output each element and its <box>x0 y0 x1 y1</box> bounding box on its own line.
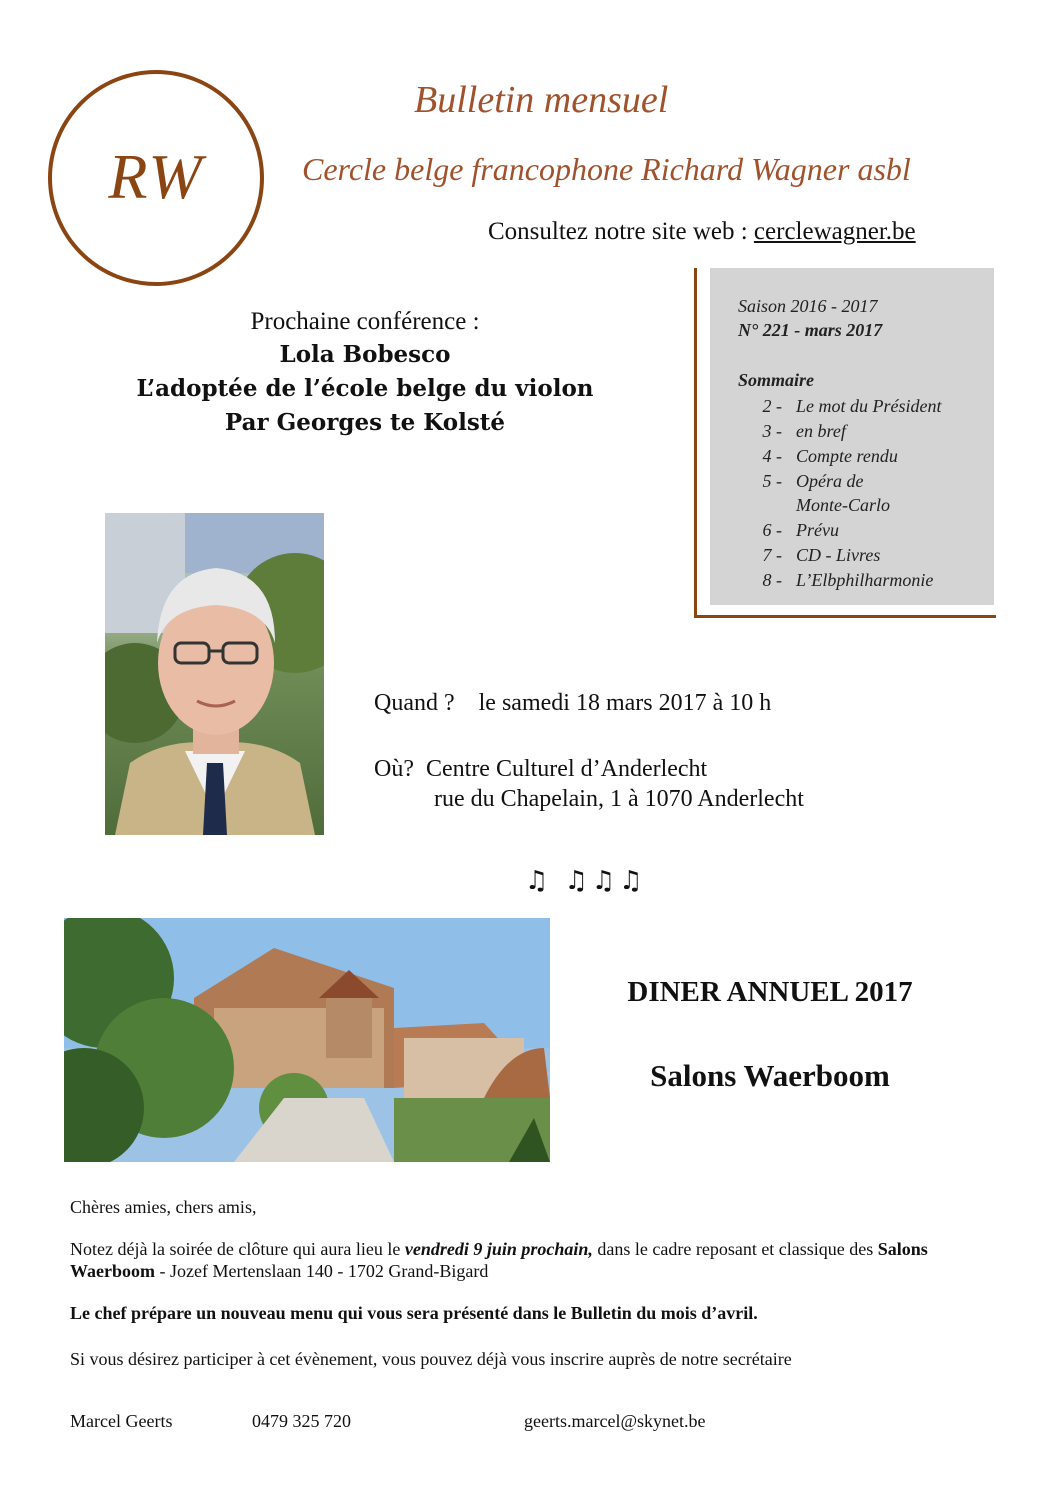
greeting: Chères amies, chers amis, <box>70 1197 257 1217</box>
dinner-announcement: Notez déjà la soirée de clôture qui aura lieu le vendredi 9 juin prochain, dans le cadre reposant et classique des Salons Waerboom - Jozef Mertenslaan 140 - 1702 Grand-Bigard <box>70 1239 928 1281</box>
when-line <box>374 690 771 717</box>
when-label: Quand ? <box>374 690 455 716</box>
music-notes-icon: ♫ ♫♫♫ <box>525 866 647 896</box>
where-label: Où? <box>374 756 414 782</box>
where-venue: Centre Culturel d’Anderlecht <box>425 756 708 782</box>
website-link[interactable]: cerclewagner.be <box>753 218 916 245</box>
sommaire-item[interactable]: 3 - en bref <box>762 421 846 441</box>
conference-name: Lola Bobesco <box>279 341 451 368</box>
bulletin-title: Bulletin mensuel <box>414 79 669 121</box>
rw-logo <box>48 70 264 286</box>
sommaire-item: Monte-Carlo <box>796 495 890 515</box>
dinner-venue-inline: Salons Waerboom <box>70 1239 928 1281</box>
contact-phone: 0479 325 720 <box>252 1411 351 1431</box>
venue-photo <box>64 918 550 1162</box>
conference-subtitle: L’adoptée de l’école belge du violon <box>136 375 594 402</box>
sommaire-item[interactable]: 5 - Opéra de <box>762 471 864 491</box>
saison-label: Saison 2016 - 2017 <box>738 296 878 316</box>
contact-email[interactable]: geerts.marcel@skynet.be <box>524 1411 706 1431</box>
when-value: le samedi 18 mars 2017 à 10 h <box>478 690 772 716</box>
where-address: rue du Chapelain, 1 à 1070 Anderlecht <box>434 786 804 812</box>
dinner-venue: Salons Waerboom <box>650 1058 890 1093</box>
conference-intro: Prochaine conférence : <box>250 308 480 335</box>
inscription-paragraph: Si vous désirez participer à cet évènement, vous pouvez déjà vous inscrire auprès de notre secrétaire <box>70 1349 792 1369</box>
sommaire-item[interactable]: 7 - CD - Livres <box>762 545 881 565</box>
sommaire-item[interactable]: 4 - Compte rendu <box>762 446 898 466</box>
sommaire-item[interactable]: 6 - Prévu <box>762 520 839 540</box>
where-line <box>374 756 707 783</box>
issue-number: N° 221 - mars 2017 <box>738 320 883 340</box>
circle-name: Cercle belge francophone Richard Wagner asbl <box>302 151 911 187</box>
sommaire-box <box>710 268 994 605</box>
website-prefix: Consultez notre site web : <box>488 218 754 245</box>
sommaire-item[interactable]: 8 - L’Elbphilharmonie <box>762 570 934 590</box>
chef-paragraph: Le chef prépare un nouveau menu qui vous sera présenté dans le Bulletin du mois d’avril. <box>70 1303 758 1323</box>
conference-speaker: Par Georges te Kolsté <box>224 409 506 436</box>
dinner-title: DINER ANNUEL 2017 <box>627 976 913 1008</box>
sommaire-title: Sommaire <box>738 370 815 390</box>
website-line <box>488 218 916 246</box>
logo-monogram: RW <box>108 141 204 212</box>
sommaire-item[interactable]: 2 - Le mot du Président <box>762 396 942 416</box>
conference-block <box>70 306 660 440</box>
speaker-photo <box>105 513 324 835</box>
contact-name: Marcel Geerts <box>70 1411 173 1431</box>
dinner-date: vendredi 9 juin prochain, <box>404 1239 593 1259</box>
